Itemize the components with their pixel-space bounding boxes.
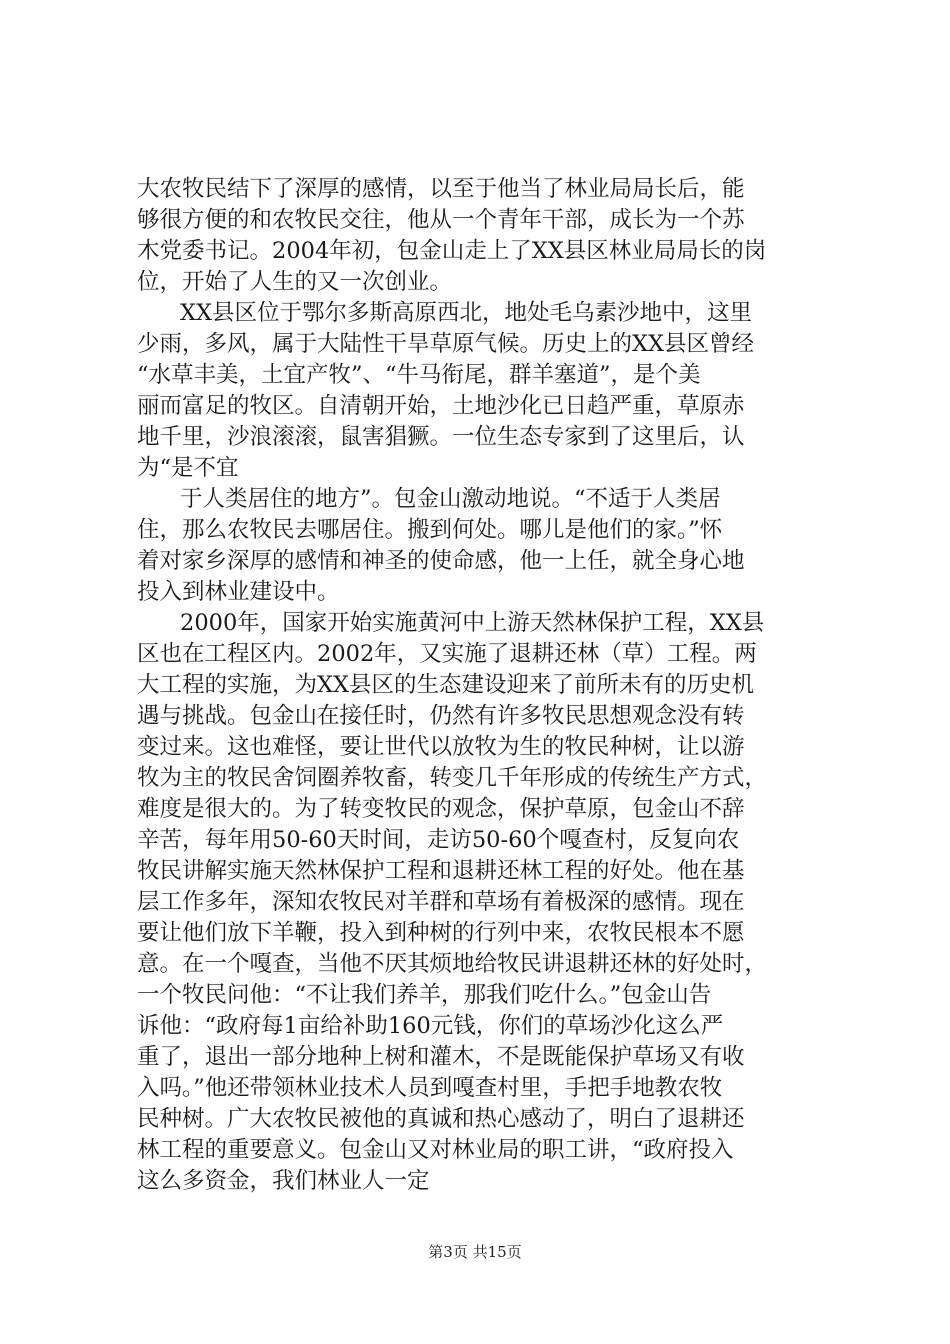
text-line: 遇与挑战。包金山在接任时，仍然有许多牧民思想观念没有转 <box>137 703 745 729</box>
text-line: 牧民讲解实施天然林保护工程和退耕还林工程的好处。他在基 <box>137 858 745 884</box>
text-line: 区也在工程区内。2002年，又实施了退耕还林（草）工程。两 <box>137 641 757 667</box>
text-line: 民种树。广大农牧民被他的真诚和热心感动了，明白了退耕还 <box>137 1106 745 1132</box>
text-line: 要让他们放下羊鞭，投入到种树的行列中来，农牧民根本不愿 <box>137 920 745 946</box>
text-line: 牧为主的牧民舍饲圈养牧畜，转变几千年形成的传统生产方式， <box>137 765 768 791</box>
text-line: 林工程的重要意义。包金山又对林业局的职工讲，“政府投入 <box>137 1137 734 1163</box>
text-line: “水草丰美，土宜产牧”、“牛马衔尾，群羊塞道”，是个美 <box>137 362 701 388</box>
text-line: 这么多资金，我们林业人一定 <box>137 1168 430 1194</box>
text-line: 少雨，多风，属于大陆性干旱草原气候。历史上的XX县区曾经 <box>137 331 755 357</box>
body-text <box>137 174 837 1197</box>
text-line: XX县区位于鄂尔多斯高原西北，地处毛乌素沙地中，这里 <box>180 300 753 326</box>
page-number-footer: 第3页 共15页 <box>428 1243 522 1261</box>
text-line: 丽而富足的牧区。自清朝开始，土地沙化已日趋严重，草原赤 <box>137 393 745 419</box>
text-line: 着对家乡深厚的感情和神圣的使命感，他一上任，就全身心地 <box>137 548 745 574</box>
text-line: 投入到林业建设中。 <box>137 579 340 605</box>
text-line: 意。在一个嘎查，当他不厌其烦地给牧民讲退耕还林的好处时， <box>137 951 768 977</box>
text-line: 层工作多年，深知农牧民对羊群和草场有着极深的感情。现在 <box>137 889 745 915</box>
text-line: 位，开始了人生的又一次创业。 <box>137 269 453 295</box>
text-line: 变过来。这也难怪，要让世代以放牧为生的牧民种树，让以游 <box>137 734 745 760</box>
text-line: 一个牧民问他：“不让我们养羊，那我们吃什么。”包金山告 <box>137 982 712 1008</box>
text-line: 够很方便的和农牧民交往，他从一个青年干部，成长为一个苏 <box>137 207 745 233</box>
text-line: 诉他：“政府每1亩给补助160元钱，你们的草场沙化这么严 <box>137 1013 724 1039</box>
text-line: 住，那么农牧民去哪居住。搬到何处。哪儿是他们的家。”怀 <box>137 517 723 543</box>
text-line: 于人类居住的地方”。包金山激动地说。“不适于人类居 <box>180 486 721 512</box>
text-line: 大农牧民结下了深厚的感情，以至于他当了林业局局长后，能 <box>137 176 745 202</box>
text-line: 难度是很大的。为了转变牧民的观念，保护草原，包金山不辞 <box>137 796 745 822</box>
text-line: 为“是不宜 <box>137 455 239 481</box>
text-line: 大工程的实施，为XX县区的生态建设迎来了前所未有的历史机 <box>137 672 755 698</box>
text-line: 入吗。”他还带领林业技术人员到嘎查村里，手把手地教农牧 <box>137 1075 723 1101</box>
text-line: 辛苦，每年用50-60天时间，走访50-60个嘎查村，反复向农 <box>137 827 740 853</box>
text-line: 重了，退出一部分地种上树和灌木，不是既能保护草场又有收 <box>137 1044 745 1070</box>
text-line: 2000年，国家开始实施黄河中上游天然林保护工程，XX县 <box>180 610 765 636</box>
text-line: 木党委书记。2004年初，包金山走上了XX县区林业局局长的岗 <box>137 238 767 264</box>
text-line: 地千里，沙浪滚滚，鼠害猖獗。一位生态专家到了这里后，认 <box>137 424 745 450</box>
